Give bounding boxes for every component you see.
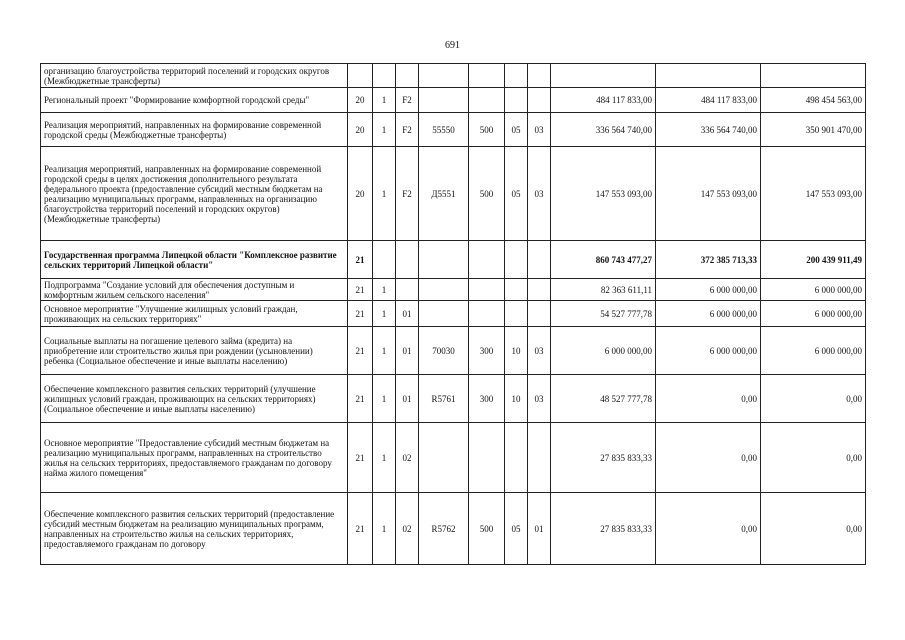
row-amount-1: 27 835 833,33: [551, 493, 656, 565]
row-amount-1: 860 743 477,27: [551, 241, 656, 279]
row-subprogram-code: [373, 64, 396, 88]
row-amount-2: 0,00: [656, 375, 761, 423]
row-section: [505, 423, 528, 493]
row-name: Основное мероприятие "Предоставление субсидий местным бюджетам на реализацию муниципальных программ, направленных на строительство жилья на сельских территориях, предоставляемого гражданам по договору найма жилого помещения": [41, 423, 348, 493]
row-measure-code: F2: [396, 147, 419, 241]
row-expense-type: 500: [469, 147, 505, 241]
row-program-code: 21: [348, 493, 373, 565]
row-measure-code: [396, 279, 419, 301]
row-amount-1: 27 835 833,33: [551, 423, 656, 493]
row-direction-code: Д5551: [419, 147, 469, 241]
row-direction-code: R5762: [419, 493, 469, 565]
row-expense-type: [469, 88, 505, 113]
row-measure-code: F2: [396, 113, 419, 147]
row-amount-2: 0,00: [656, 423, 761, 493]
row-direction-code: [419, 88, 469, 113]
row-measure-code: 02: [396, 423, 419, 493]
row-program-code: 21: [348, 423, 373, 493]
row-amount-2: 6 000 000,00: [656, 301, 761, 327]
table-row: [41, 64, 866, 88]
row-measure-code: [396, 64, 419, 88]
row-subprogram-code: 1: [373, 301, 396, 327]
row-name: Основное мероприятие "Улучшение жилищных условий граждан, проживающих на сельских территориях": [41, 301, 348, 327]
row-amount-3: 6 000 000,00: [761, 301, 866, 327]
table-row: [41, 375, 866, 423]
row-subsection: 03: [528, 147, 551, 241]
row-amount-1: 48 527 777,78: [551, 375, 656, 423]
row-section: [505, 88, 528, 113]
row-program-code: 20: [348, 113, 373, 147]
row-program-code: 21: [348, 301, 373, 327]
row-amount-2: 6 000 000,00: [656, 327, 761, 375]
table-body: [41, 64, 866, 565]
row-expense-type: [469, 301, 505, 327]
row-expense-type: 500: [469, 113, 505, 147]
row-program-code: 21: [348, 327, 373, 375]
row-measure-code: 01: [396, 375, 419, 423]
row-direction-code: [419, 241, 469, 279]
row-expense-type: 300: [469, 327, 505, 375]
row-section: 05: [505, 493, 528, 565]
row-subsection: 03: [528, 327, 551, 375]
row-amount-3: 0,00: [761, 375, 866, 423]
row-program-code: [348, 64, 373, 88]
row-section: 05: [505, 113, 528, 147]
row-measure-code: 02: [396, 493, 419, 565]
table-row: [41, 423, 866, 493]
row-direction-code: [419, 64, 469, 88]
row-name: Обеспечение комплексного развития сельских территорий (предоставление субсидий местным бюджетам на реализацию муниципальных программ, направленных на строительство жилья на сельских территориях, предоставляемого гражданам по договору: [41, 493, 348, 565]
row-subprogram-code: 1: [373, 147, 396, 241]
row-direction-code: [419, 301, 469, 327]
row-subsection: 03: [528, 375, 551, 423]
row-program-code: 21: [348, 241, 373, 279]
row-amount-1: 82 363 611,11: [551, 279, 656, 301]
row-subprogram-code: 1: [373, 493, 396, 565]
row-program-code: 21: [348, 279, 373, 301]
row-amount-3: 350 901 470,00: [761, 113, 866, 147]
row-measure-code: 01: [396, 301, 419, 327]
row-name: Подпрограмма "Создание условий для обеспечения доступным и комфортным жильем сельского населения": [41, 279, 348, 301]
row-direction-code: [419, 279, 469, 301]
row-amount-3: 200 439 911,49: [761, 241, 866, 279]
table-row: [41, 301, 866, 327]
row-amount-3: 6 000 000,00: [761, 279, 866, 301]
row-amount-3: 0,00: [761, 423, 866, 493]
row-program-code: 20: [348, 88, 373, 113]
row-measure-code: [396, 241, 419, 279]
row-expense-type: [469, 241, 505, 279]
row-amount-1: 336 564 740,00: [551, 113, 656, 147]
row-amount-1: 484 117 833,00: [551, 88, 656, 113]
row-subprogram-code: 1: [373, 279, 396, 301]
row-subsection: [528, 64, 551, 88]
row-amount-3: 0,00: [761, 493, 866, 565]
table-row: [41, 327, 866, 375]
row-subsection: 01: [528, 493, 551, 565]
row-measure-code: 01: [396, 327, 419, 375]
row-name: Реализация мероприятий, направленных на формирование современной городской среды (Межбюджетные трансферты): [41, 113, 348, 147]
table-row: [41, 493, 866, 565]
row-amount-2: 336 564 740,00: [656, 113, 761, 147]
row-subsection: [528, 301, 551, 327]
row-expense-type: [469, 64, 505, 88]
row-amount-3: 6 000 000,00: [761, 327, 866, 375]
table-row: [41, 279, 866, 301]
row-subprogram-code: 1: [373, 375, 396, 423]
table-row: [41, 88, 866, 113]
row-expense-type: [469, 423, 505, 493]
row-direction-code: R5761: [419, 375, 469, 423]
row-name: Региональный проект "Формирование комфортной городской среды": [41, 88, 348, 113]
table-row: [41, 147, 866, 241]
row-section: [505, 241, 528, 279]
row-section: 10: [505, 327, 528, 375]
row-subprogram-code: 1: [373, 327, 396, 375]
row-name: Обеспечение комплексного развития сельских территорий (улучшение жилищных условий граждан, проживающих на сельских территориях) (Социальное обеспечение и иные выплаты населению): [41, 375, 348, 423]
row-amount-3: 498 454 563,00: [761, 88, 866, 113]
row-section: 05: [505, 147, 528, 241]
row-amount-2: [656, 64, 761, 88]
table-row: [41, 113, 866, 147]
row-name: Государственная программа Липецкой области "Комплексное развитие сельских территорий Липецкой области": [41, 241, 348, 279]
row-subprogram-code: 1: [373, 113, 396, 147]
row-subsection: 03: [528, 113, 551, 147]
row-expense-type: 300: [469, 375, 505, 423]
row-direction-code: 55550: [419, 113, 469, 147]
row-subprogram-code: 1: [373, 88, 396, 113]
row-amount-1: [551, 64, 656, 88]
row-amount-2: 372 385 713,33: [656, 241, 761, 279]
row-section: [505, 279, 528, 301]
row-amount-1: 6 000 000,00: [551, 327, 656, 375]
row-amount-2: 484 117 833,00: [656, 88, 761, 113]
row-amount-3: 147 553 093,00: [761, 147, 866, 241]
row-amount-1: 147 553 093,00: [551, 147, 656, 241]
row-amount-2: 147 553 093,00: [656, 147, 761, 241]
table-row: [41, 241, 866, 279]
row-expense-type: 500: [469, 493, 505, 565]
row-program-code: 20: [348, 147, 373, 241]
row-subprogram-code: 1: [373, 423, 396, 493]
budget-table: [40, 63, 866, 565]
row-direction-code: 70030: [419, 327, 469, 375]
row-section: [505, 64, 528, 88]
row-direction-code: [419, 423, 469, 493]
row-subsection: [528, 88, 551, 113]
row-subsection: [528, 241, 551, 279]
row-expense-type: [469, 279, 505, 301]
row-name: организацию благоустройства территорий поселений и городских округов (Межбюджетные трансферты): [41, 64, 348, 88]
row-amount-2: 6 000 000,00: [656, 279, 761, 301]
row-amount-1: 54 527 777,78: [551, 301, 656, 327]
row-amount-2: 0,00: [656, 493, 761, 565]
row-subsection: [528, 423, 551, 493]
row-amount-3: [761, 64, 866, 88]
row-program-code: 21: [348, 375, 373, 423]
row-subprogram-code: [373, 241, 396, 279]
row-subsection: [528, 279, 551, 301]
row-name: Реализация мероприятий, направленных на формирование современной городской среды в целях достижения дополнительного результата федерального проекта (предоставление субсидий местным бюджетам на реализацию муниципальных программ, направленных на организацию благоустройства территорий поселений и городских округов) (Межбюджетные трансферты): [41, 147, 348, 241]
page-number: 691: [445, 40, 460, 51]
row-measure-code: F2: [396, 88, 419, 113]
row-section: [505, 301, 528, 327]
row-name: Социальные выплаты на погашение целевого займа (кредита) на приобретение или строительство жилья при рождении (усыновлении) ребенка (Социальное обеспечение и иные выплаты населению): [41, 327, 348, 375]
row-section: 10: [505, 375, 528, 423]
